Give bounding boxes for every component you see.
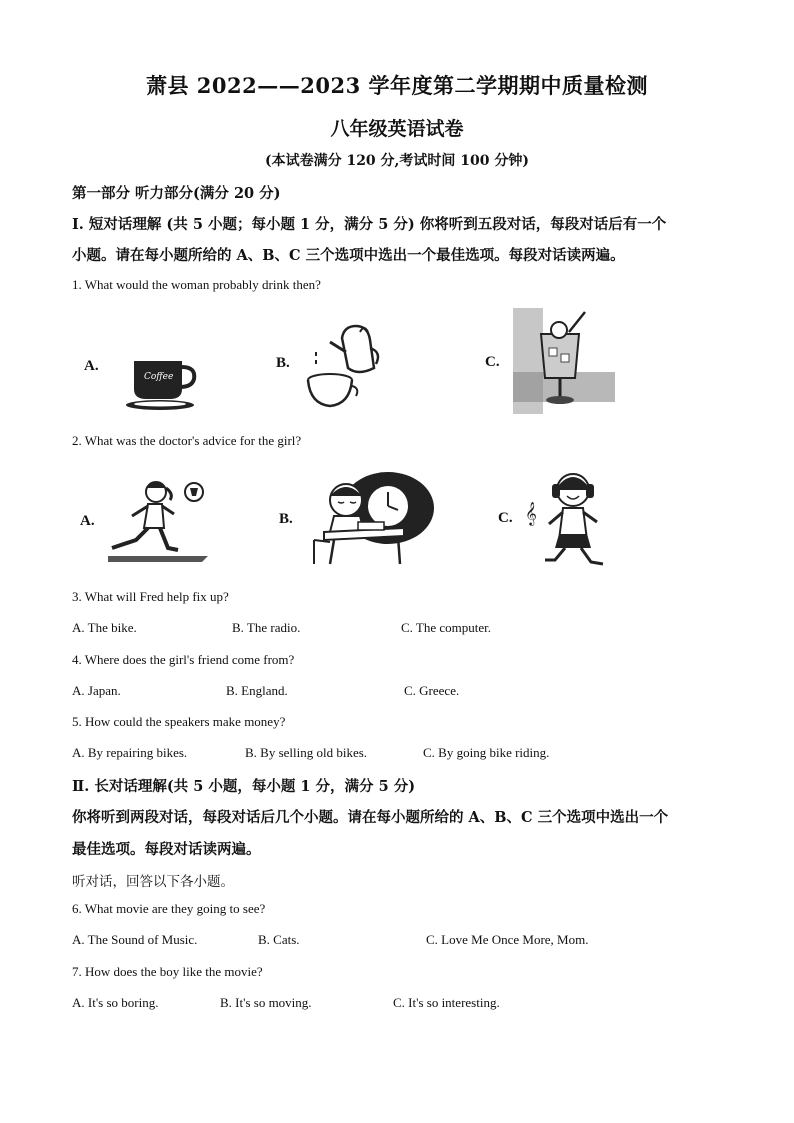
q5-option-c: C. By going bike riding. (423, 745, 550, 760)
q6-option-b: B. Cats. (258, 932, 300, 947)
part1-heading: 第一部分 听力部分(满分 20 分) (72, 185, 281, 202)
q4-option-c: C. Greece. (404, 683, 460, 698)
svg-text:Coffee: Coffee (144, 372, 174, 382)
q1-option-b-label: B. (276, 355, 290, 371)
q3-option-c: C. The computer. (401, 620, 492, 635)
exam-note: (本试卷满分 120 分,考试时间 100 分钟) (264, 153, 530, 169)
question-6: 6. What movie are they going to see? (72, 901, 266, 916)
q5-option-a: A. By repairing bikes. (72, 745, 188, 760)
section1-line2: 小题。请在每小题所给的 A、B、C 三个选项中选出一个最佳选项。每段对话读两遍。 (72, 247, 625, 264)
q1-option-a-label: A. (84, 358, 99, 374)
q3-option-a: A. The bike. (72, 620, 137, 635)
q2-option-b-label: B. (279, 511, 293, 527)
question-4: 4. Where does the girl's friend come from? (72, 652, 295, 667)
teapot-cup-icon (304, 318, 384, 410)
q6-option-c: C. Love Me Once More, Mom. (426, 932, 589, 947)
coffee-cup-icon (120, 355, 200, 413)
q4-option-a: A. Japan. (72, 683, 121, 698)
q4-option-b: B. England. (226, 683, 288, 698)
question-7: 7. How does the boy like the movie? (72, 964, 263, 979)
q2-option-a-label: A. (80, 513, 95, 529)
section2-instruction: 听对话，回答以下各小题。 (72, 874, 234, 890)
girl-studying-late-icon (304, 470, 436, 566)
q7-option-a: A. It's so boring. (72, 995, 159, 1010)
page-title: 萧县 2022——2023 学年度第二学期期中质量检测 (145, 73, 648, 98)
q7-option-b: B. It's so moving. (220, 995, 312, 1010)
question-2: 2. What was the doctor's advice for the girl? (72, 433, 302, 448)
section1-line1: Ⅰ. 短对话理解 (共 5 小题；每小题 1 分，满分 5 分) 你将听到五段对话，每段对话后有一个 (72, 216, 667, 233)
question-1: 1. What would the woman probably drink then? (72, 277, 321, 292)
svg-text:𝄞: 𝄞 (525, 501, 537, 525)
question-3: 3. What will Fred help fix up? (72, 589, 229, 604)
q5-option-b: B. By selling old bikes. (245, 745, 368, 760)
question-5: 5. How could the speakers make money? (72, 714, 286, 729)
section2-heading: Ⅱ. 长对话理解(共 5 小题，每小题 1 分，满分 5 分) (72, 778, 416, 795)
q2-option-c-label: C. (498, 510, 513, 526)
q1-option-c-label: C. (485, 354, 500, 370)
page-subtitle: 八年级英语试卷 (330, 118, 464, 140)
q3-option-b: B. The radio. (232, 620, 301, 635)
section2-line1: 你将听到两段对话，每段对话后几个小题。请在每小题所给的 A、B、C 三个选项中选出一个 (72, 809, 669, 826)
q7-option-c: C. It's so interesting. (393, 995, 500, 1010)
section2-line2: 最佳选项。每段对话读两遍。 (72, 841, 261, 858)
girl-playing-soccer-icon (108, 476, 208, 564)
cold-drink-icon (513, 308, 615, 414)
girl-listening-music-icon (525, 464, 609, 568)
q6-option-a: A. The Sound of Music. (72, 932, 198, 947)
